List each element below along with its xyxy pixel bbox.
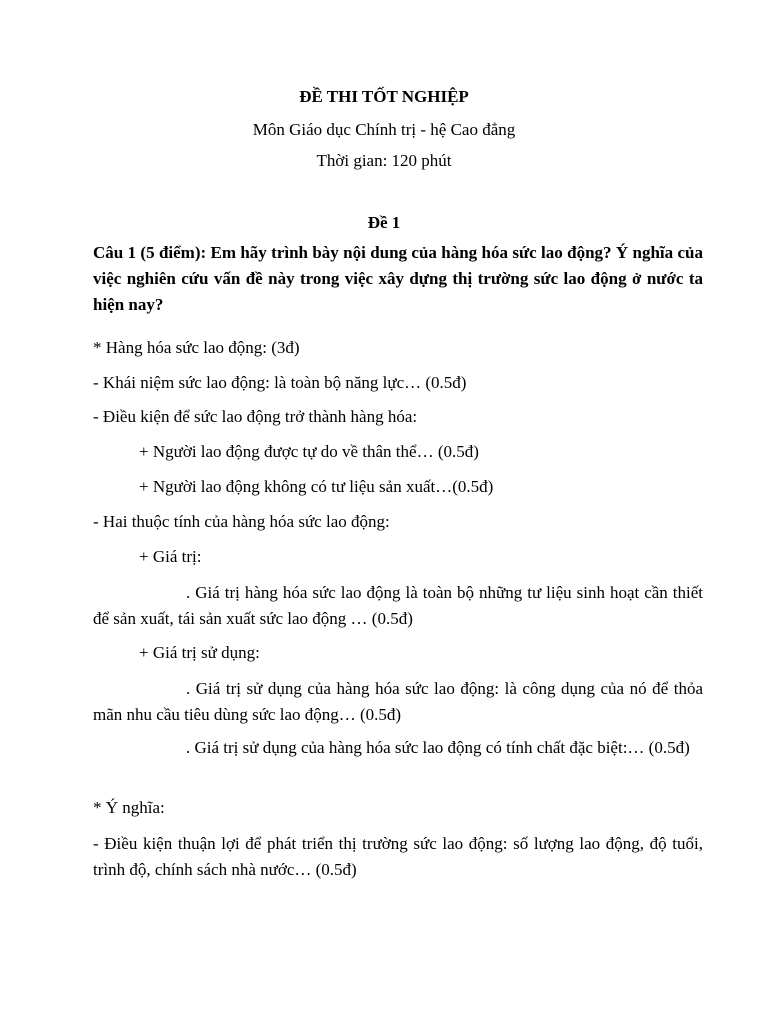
answer-use-value-text-1: . Giá trị sử dụng của hàng hóa sức lao động: là công dụng của nó để thỏa mãn nhu cầu tiêu dùng sức lao động… (0.5đ)	[93, 679, 703, 724]
answer-condition-2: + Người lao động không có tư liệu sản xuất…(0.5đ)	[139, 477, 494, 496]
answer-section-heading: * Hàng hóa sức lao động: (3đ)	[93, 338, 300, 357]
exam-subject: Môn Giáo dục Chính trị - hệ Cao đẳng	[252, 120, 516, 139]
exam-label: Đề 1	[367, 213, 401, 232]
exam-duration: Thời gian: 120 phút	[316, 151, 452, 170]
answer-value-heading: + Giá trị:	[139, 547, 202, 566]
answer-meaning-1: - Điều kiện thuận lợi để phát triển thị trường sức lao động: số lượng lao động, độ tuổi, trình độ, chính sách nhà nước… (0.5đ)	[93, 834, 703, 879]
answer-conditions-heading: - Điều kiện để sức lao động trở thành hàng hóa:	[93, 407, 418, 426]
answer-use-value-text-2: . Giá trị sử dụng của hàng hóa sức lao động có tính chất đặc biệt:… (0.5đ)	[186, 738, 690, 757]
answer-attributes-heading: - Hai thuộc tính của hàng hóa sức lao động:	[93, 512, 390, 531]
answer-condition-1: + Người lao động được tự do về thân thể… (0.5đ)	[139, 442, 479, 461]
answer-use-value-heading: + Giá trị sử dụng:	[139, 643, 260, 662]
exam-title: ĐỀ THI TỐT NGHIỆP	[299, 87, 469, 106]
answer-concept: - Khái niệm sức lao động: là toàn bộ năng lực… (0.5đ)	[93, 373, 467, 392]
answer-meaning-heading: * Ý nghĩa:	[93, 798, 165, 817]
question-1: Câu 1 (5 điểm): Em hãy trình bày nội dung của hàng hóa sức lao động? Ý nghĩa của việc nghiên cứu vấn đề này trong việc xây dựng thị trường sức lao động ở nước ta hiện nay?	[93, 243, 703, 314]
answer-value-text: . Giá trị hàng hóa sức lao động là toàn bộ những tư liệu sinh hoạt cần thiết để sản xuất, tái sản xuất sức lao động … (0.5đ)	[93, 583, 703, 628]
